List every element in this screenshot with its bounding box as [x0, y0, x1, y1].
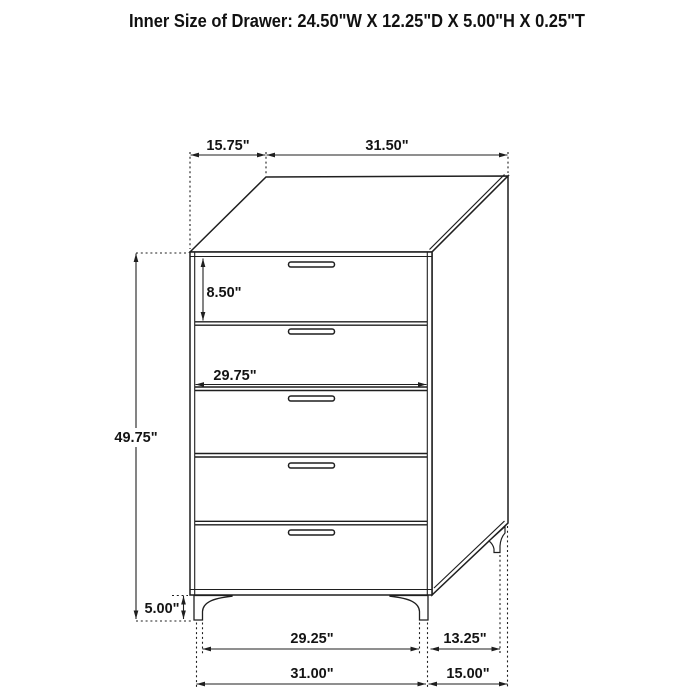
chest-front-face: [190, 252, 432, 595]
dim-label-front-leg-span: 29.25": [290, 631, 334, 647]
chest-front-legs: [194, 596, 428, 621]
front-right-leg: [390, 596, 428, 621]
dim-label-top-width: 31.50": [365, 138, 409, 154]
dim-label-side-leg-span: 13.25": [443, 631, 487, 647]
dim-label-leg-height: 5.00": [144, 601, 180, 617]
dim-label-first-drawer-height: 8.50": [206, 285, 242, 301]
dim-label-top-depth: 15.75": [206, 138, 250, 154]
chest-illustration: [190, 175, 508, 621]
dim-label-side-base-depth: 15.00": [446, 666, 490, 682]
drawer-3-handle: [289, 396, 335, 401]
dim-label-front-base-width: 31.00": [290, 666, 334, 682]
drawer-1-handle: [289, 262, 335, 267]
drawer-2-handle: [289, 329, 335, 334]
drawer-4-handle: [289, 463, 335, 468]
page-title: Inner Size of Drawer: 24.50"W X 12.25"D X 5.00"H X 0.25"T: [129, 10, 586, 31]
dim-label-drawer-width: 29.75": [213, 368, 257, 384]
front-face-outline: [190, 252, 432, 595]
dim-label-overall-height: 49.75": [114, 430, 158, 446]
drawer-5-handle: [289, 530, 335, 535]
front-left-leg: [194, 596, 232, 621]
